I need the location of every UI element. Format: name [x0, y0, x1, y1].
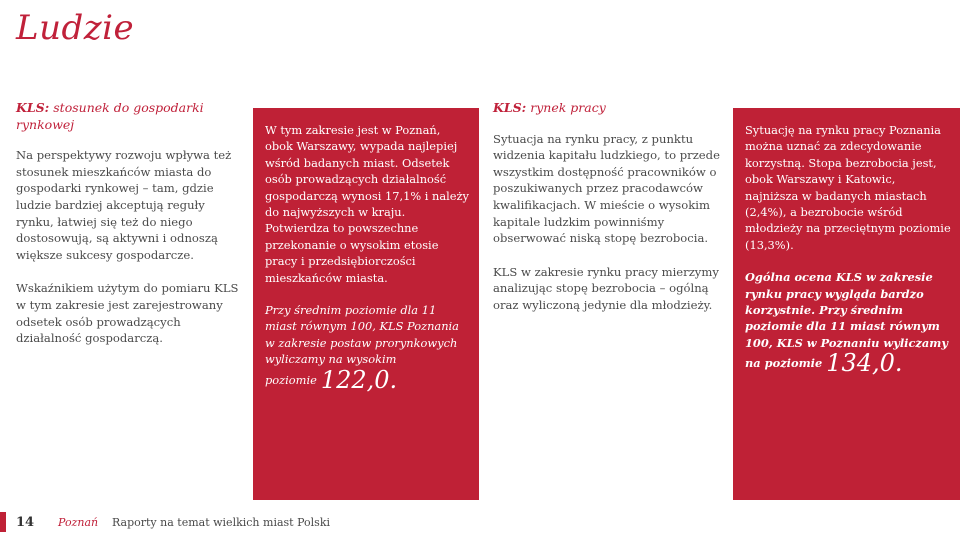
labour-market-score-text: Ogólna ocena KLS w zakresie rynku pracy wygląda bardzo korzystnie. Przy średnim poziomie dla 11 miast równym 100, KLS w Poznaniu wyliczamy na poziomie 134,0. [745, 270, 948, 378]
labour-market-result-text: Sytuację na rynku pracy Poznania można uznać za zdecydowanie korzystną. Stopa bezrobocia jest, obok Warszawy i Katowic, najniższa w badanych miastach (2,4%), a bezrobocie wśród młodzieży na przeciętnym poziomie (13,3%). [745, 123, 951, 252]
page-footer [0, 508, 960, 535]
column-market-attitude [16, 100, 244, 364]
labour-market-indicator: KLS w zakresie rynku pracy mierzymy analizując stopę bezrobocia – ogólną oraz wyliczoną jedynie dla młodzieży. [493, 264, 719, 312]
column-labour-market [493, 100, 721, 331]
footer-publication: Raporty na temat wielkich miast Polski [112, 516, 331, 529]
labour-market-score-value: 134,0. [826, 349, 903, 378]
market-attitude-score-value: 122,0. [320, 365, 398, 394]
section-heading-labour-market: KLS: rynek pracy [493, 100, 606, 115]
panel-labour-market-result [733, 108, 960, 500]
section-heading-market-attitude: KLS: stosunek do gospodarki rynkowej [16, 100, 204, 132]
footer-accent-bar [0, 512, 6, 532]
market-attitude-intro: Na perspektywy rozwoju wpływa też stosunek mieszkańców miasta do gospodarki rynkowej – tam, gdzie ludzie bardziej akceptują reguły rynku, łatwiej się też do niego dostosowują, są aktywni i odnoszą większe sukcesy gospodarcze. [16, 148, 232, 262]
market-attitude-score-text: Przy średnim poziomie dla 11 miast równym 100, KLS Poznania w zakresie postaw prorynkowych wyliczamy na wysokim poziomie 122,0. [265, 303, 459, 394]
page-title: Ludzie [16, 8, 135, 48]
market-attitude-indicator: Wskaźnikiem użytym do pomiaru KLS w tym zakresie jest zarejestrowany odsetek osób prowadzących działalność gospodarczą. [16, 281, 239, 346]
panel-market-attitude-result [253, 108, 479, 500]
market-attitude-result-text: W tym zakresie jest w Poznań, obok Warszawy, wypada najlepiej wśród badanych miast. Odsetek osób prowadzących działalność gospodarczą wynosi 17,1% i należy do najwyższych w kraju. Potwierdza to powszechne przekonanie o wysokim etosie pracy i przedsiębiorczości mieszkańców miasta. [265, 123, 469, 285]
labour-market-intro: Sytuacja na rynku pracy, z punktu widzenia kapitału ludzkiego, to przede wszystkim dostępność pracowników o poszukiwanych przez pracodawców kwalifikacjach. W mieście o wysokim kapitale ludzkim powinniśmy obserwować niską stopę bezrobocia. [493, 131, 720, 246]
footer-city: Poznań [58, 516, 99, 529]
page-number: 14 [16, 515, 35, 530]
